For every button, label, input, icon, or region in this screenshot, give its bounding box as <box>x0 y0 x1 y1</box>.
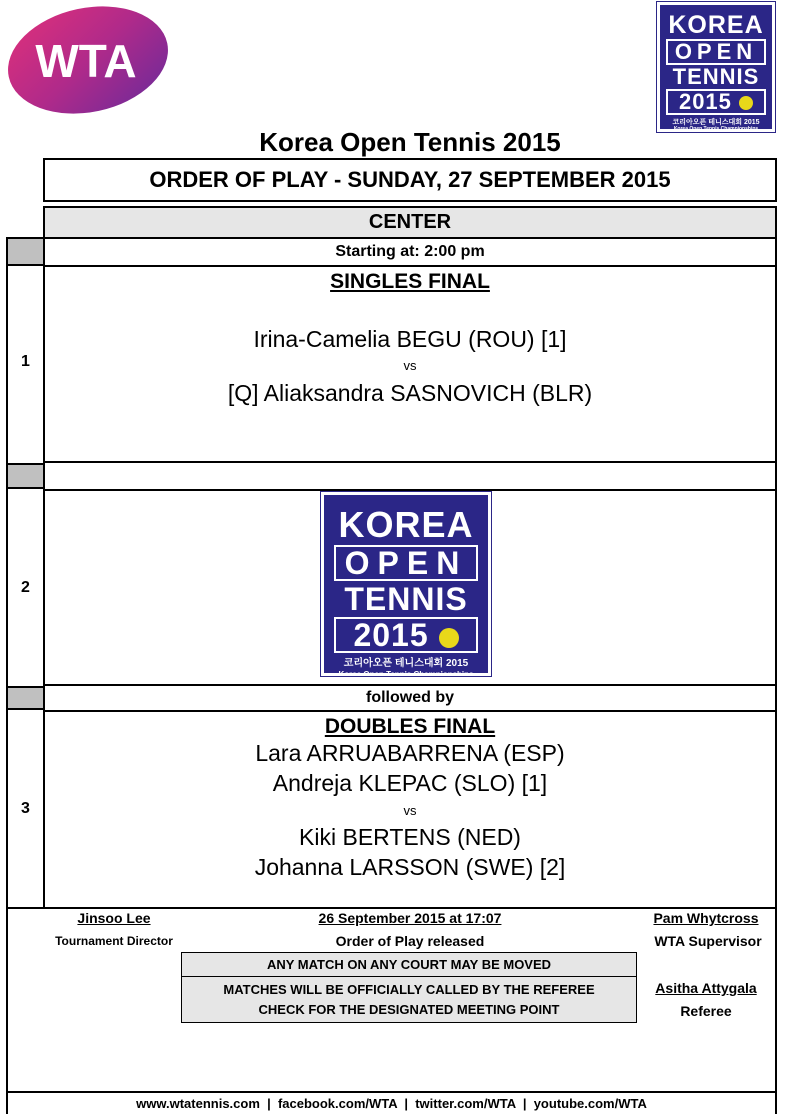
logo-line-korea: KOREA <box>668 11 764 39</box>
match-3-vs: vs <box>403 802 417 818</box>
match-3-event: DOUBLES FINAL <box>324 715 496 738</box>
match-1 <box>43 265 777 463</box>
tennis-ball-icon <box>439 628 459 648</box>
referee-title: Referee <box>680 1003 732 1019</box>
match-1-event: SINGLES FINAL <box>330 270 490 293</box>
released-date: 26 September 2015 at 17:07 <box>318 910 502 926</box>
match-1-vs: vs <box>403 357 417 373</box>
logo-korean-text: 코리아오픈 테니스대회 2015 <box>343 658 469 669</box>
logo-line-open: OPEN <box>334 545 478 581</box>
row-marker <box>8 686 43 710</box>
match-1-number: 1 <box>21 353 30 370</box>
followed-by: followed by <box>43 684 777 712</box>
logo-line-korea: KOREA <box>338 504 474 545</box>
logo-line-year <box>334 617 478 653</box>
notice-called-line1: MATCHES WILL BE OFFICIALLY CALLED BY THE REFEREE <box>223 981 595 997</box>
logo-subtitle: Korea Open Tennis Championships <box>673 126 759 132</box>
match-3 <box>43 710 777 909</box>
match-3-team1-player1: Lara ARRUABARRENA (ESP) <box>255 739 565 766</box>
match-2 <box>43 489 777 686</box>
start-time: Starting at: 2:00 pm <box>43 237 777 267</box>
tennis-ball-icon <box>739 96 753 110</box>
logo-subtitle: Korea Open Tennis Championships <box>338 670 474 679</box>
match-1-player2: [Q] Aliaksandra SASNOVICH (BLR) <box>227 379 593 406</box>
director-name: Jinsoo Lee <box>77 910 151 926</box>
match-3-team2-player2: Johanna LARSSON (SWE) [2] <box>254 853 566 880</box>
notice-called <box>181 976 637 1023</box>
separator-row <box>43 461 777 491</box>
released-label: Order of Play released <box>335 933 485 949</box>
referee-name: Asitha Attygala <box>655 980 757 996</box>
wta-logo-mark <box>6 2 170 116</box>
logo-korean-text: 코리아오픈 테니스대회 2015 <box>672 119 760 126</box>
wta-logo-text: WTA <box>35 35 137 87</box>
korea-open-logo-large <box>321 492 491 679</box>
logo-line-open: OPEN <box>666 39 766 65</box>
row-marker <box>8 463 43 489</box>
supervisor-title: WTA Supervisor <box>654 933 762 949</box>
korea-open-logo-small <box>657 2 775 132</box>
order-of-play-heading: ORDER OF PLAY - SUNDAY, 27 SEPTEMBER 2015 <box>43 158 777 202</box>
logo-year-text: 2015 <box>678 89 732 114</box>
wta-logo <box>6 2 170 116</box>
match-1-player1: Irina-Camelia BEGU (ROU) [1] <box>253 325 567 352</box>
row-marker <box>8 239 43 266</box>
logo-line-tennis: TENNIS <box>672 64 760 89</box>
logo-line-tennis: TENNIS <box>344 581 468 617</box>
match-3-number: 3 <box>21 800 30 817</box>
supervisor-name: Pam Whytcross <box>653 910 759 926</box>
social-links[interactable] <box>6 1091 777 1114</box>
notice-called-line2: CHECK FOR THE DESIGNATED MEETING POINT <box>258 1001 560 1017</box>
social-links-text[interactable]: www.wtatennis.com | facebook.com/WTA | twitter.com/WTA | youtube.com/WTA <box>136 1096 647 1111</box>
logo-line-year <box>666 89 766 115</box>
match-3-team1-player2: Andreja KLEPAC (SLO) [1] <box>272 769 548 796</box>
notice-moved: ANY MATCH ON ANY COURT MAY BE MOVED <box>181 952 637 977</box>
logo-year-text: 2015 <box>353 617 429 653</box>
tournament-title: Korea Open Tennis 2015 <box>259 126 561 157</box>
match-2-number: 2 <box>21 579 30 596</box>
court-name: CENTER <box>43 206 777 239</box>
match-3-team2-player1: Kiki BERTENS (NED) <box>299 823 521 850</box>
director-title: Tournament Director <box>55 934 173 948</box>
